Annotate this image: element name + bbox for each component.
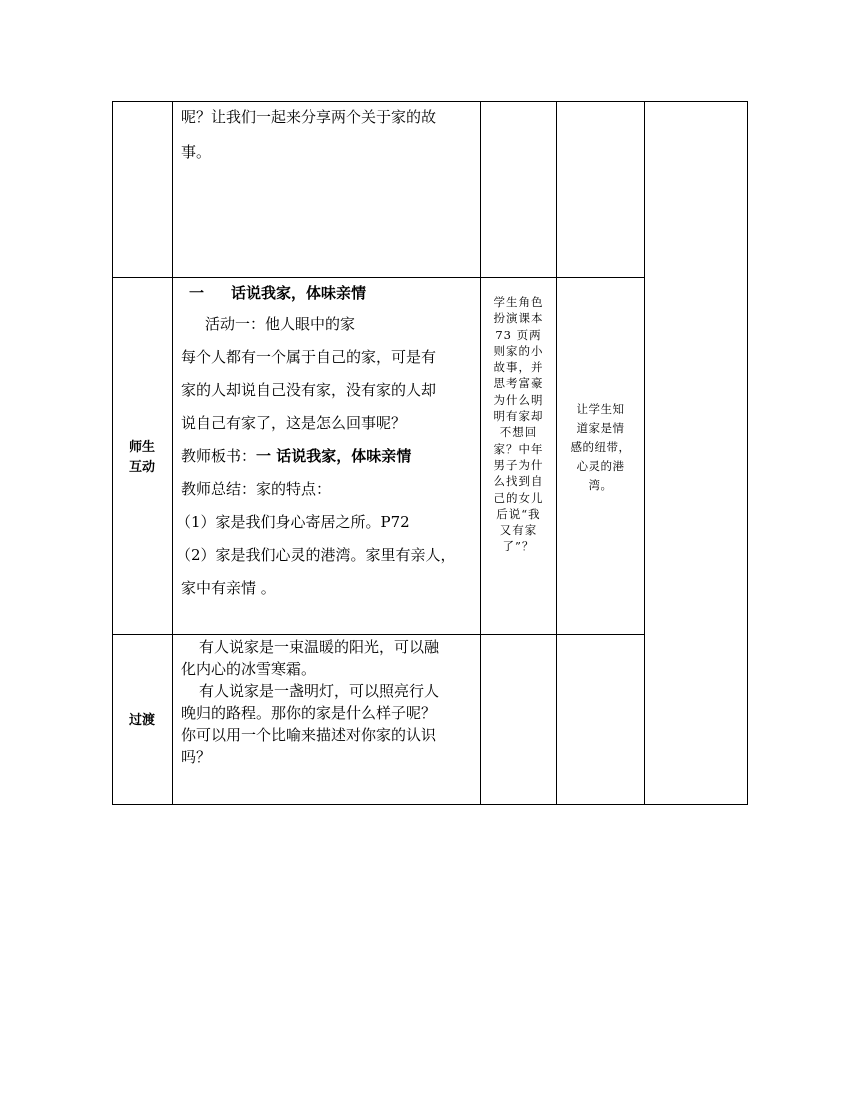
- row2-label-line2: 互动: [128, 460, 155, 475]
- student-activity-line: 么找到自: [493, 474, 544, 489]
- transition-line-1: 有人说家是一束温暖的阳光，可以融: [199, 638, 440, 656]
- student-activity-line: 家？中年: [493, 441, 544, 456]
- student-activity-line: 扮演课本: [493, 311, 544, 326]
- transition-line-4: 晚归的路程。那你的家是什么样子呢？: [181, 704, 437, 722]
- section-heading: 话说我家，体味亲情: [231, 284, 367, 302]
- student-activity-line: 学生角色: [493, 295, 544, 309]
- design-intent-line: 让学生知: [576, 402, 625, 416]
- student-activity-line: 男子为什: [493, 457, 544, 472]
- transition-line-6: 吗？: [181, 748, 212, 766]
- student-activity-line: 故事，并: [493, 360, 544, 375]
- student-activity-line: 又有家: [499, 523, 538, 538]
- table-border-bottom: [112, 804, 748, 805]
- student-activity-line: 为什么明: [493, 392, 544, 407]
- section-heading-number: 一: [189, 284, 205, 302]
- para-line-1: 每个人都有一个属于自己的家，可是有: [181, 348, 437, 366]
- row-divider-1: [112, 277, 645, 278]
- point-2-line1: （2）家是我们心灵的港湾。家里有亲人，: [176, 546, 456, 564]
- col-divider-4: [644, 101, 645, 805]
- student-activity-line: 了”？: [502, 539, 535, 554]
- point-2-line2: 家中有亲情 。: [181, 579, 276, 597]
- student-activity-line: 73 页两: [495, 327, 542, 342]
- col-border-right: [747, 101, 748, 805]
- design-intent: [557, 400, 644, 495]
- para-line-3: 说自己有家了，这是怎么回事呢？: [181, 414, 407, 432]
- student-activity-line: 己的女儿: [493, 490, 544, 505]
- activity-title: 活动一：他人眼中的家: [205, 315, 356, 333]
- col-divider-1: [172, 101, 173, 805]
- student-activity-line: 思考富豪: [493, 376, 544, 391]
- row2-label: [112, 438, 172, 478]
- teacher-summary: 教师总结：家的特点：: [181, 480, 332, 498]
- transition-line-3: 有人说家是一盏明灯，可以照亮行人: [199, 682, 440, 700]
- design-intent-line: 感的纽带，: [570, 440, 631, 454]
- design-intent-line: 心灵的港: [576, 459, 625, 473]
- student-activity: [481, 294, 556, 555]
- student-activity-line: 明有家却: [493, 409, 544, 424]
- student-activity-line: 后说“我: [496, 506, 541, 521]
- table-border-top: [112, 101, 748, 102]
- design-intent-line: 湾。: [588, 478, 613, 492]
- student-activity-line: 不想回: [499, 425, 538, 440]
- student-activity-line: 则家的小: [493, 343, 544, 358]
- row1-text-line2: 事。: [181, 143, 212, 161]
- row2-label-line1: 师生: [128, 440, 155, 455]
- row3-label: 过渡: [128, 713, 155, 728]
- design-intent-line: 道家是情: [576, 421, 625, 435]
- transition-line-5: 你可以用一个比喻来描述对你家的认识: [181, 726, 437, 744]
- board-writing-prefix: 教师板书：: [181, 447, 257, 465]
- board-writing: [181, 445, 411, 466]
- board-writing-title: 一 话说我家，体味亲情: [256, 447, 412, 465]
- point-1: （1）家是我们身心寄居之所。P72: [176, 513, 410, 531]
- row1-text-line1: 呢？让我们一起来分享两个关于家的故: [181, 108, 437, 126]
- row-divider-2: [112, 634, 645, 635]
- para-line-2: 家的人却说自己没有家，没有家的人却: [181, 381, 437, 399]
- transition-line-2: 化内心的冰雪寒霜。: [181, 660, 317, 678]
